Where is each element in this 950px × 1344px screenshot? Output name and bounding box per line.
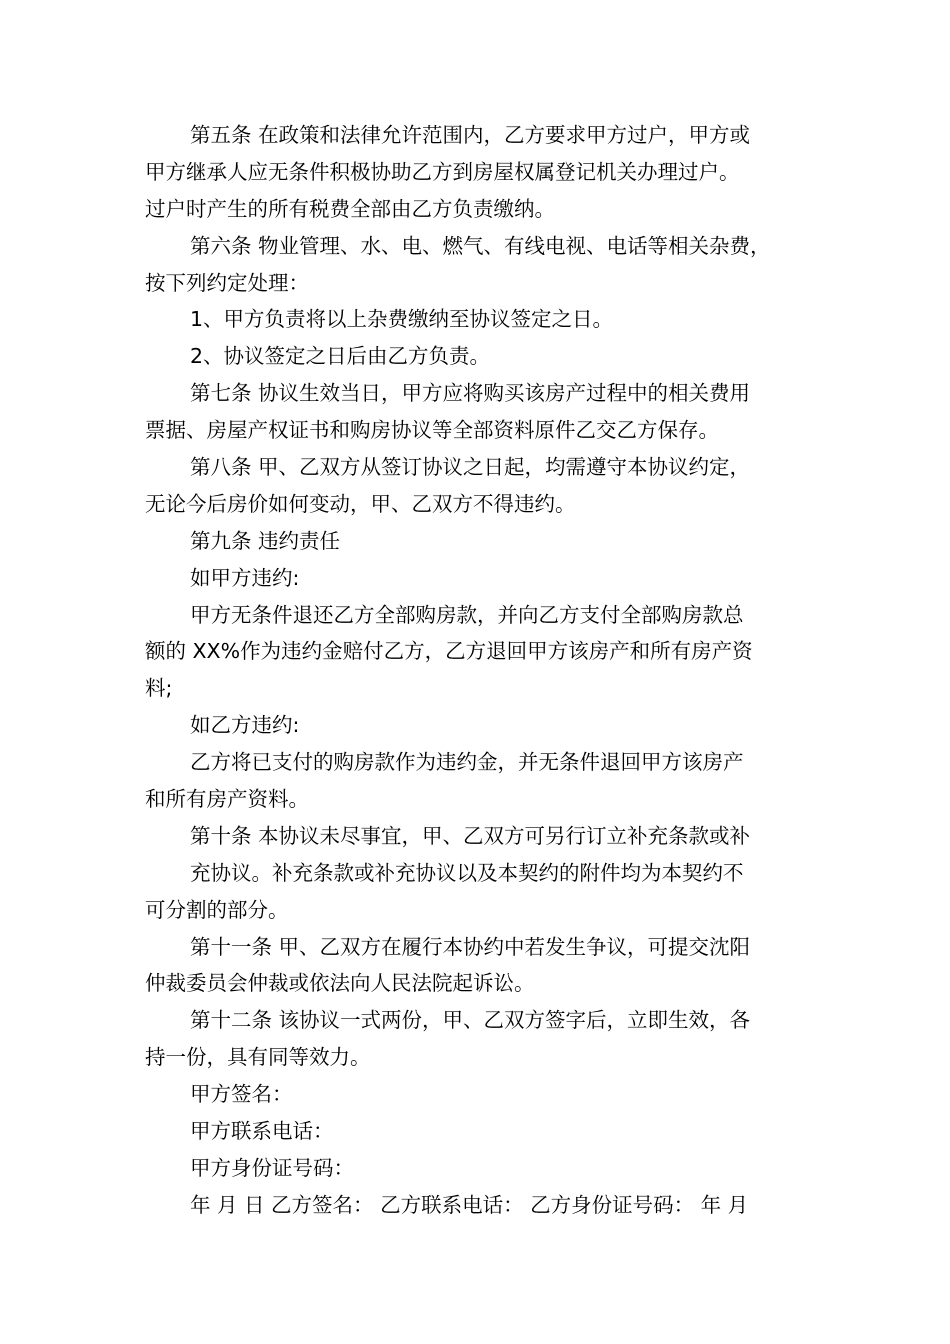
text-line: 第十二条 该协议一式两份，甲、乙双方签字后，立即生效，各 <box>190 1008 751 1033</box>
text-line: 第十条 本协议未尽事宜，甲、乙双方可另行订立补充条款或补 <box>190 823 751 848</box>
text-line: 过户时产生的所有税费全部由乙方负责缴纳。 <box>145 196 555 221</box>
text-line: 票据、房屋产权证书和购房协议等全部资料原件乙交乙方保存。 <box>145 418 719 443</box>
text-line: 仲裁委员会仲裁或依法向人民法院起诉讼。 <box>145 971 535 996</box>
text-line: 额的 XX%作为违约金赔付乙方，乙方退回甲方该房产和所有房产资 <box>145 639 753 664</box>
text-line: 第八条 甲、乙双方从签订协议之日起，均需遵守本协议约定， <box>190 455 751 480</box>
text-line: 料; <box>145 676 173 701</box>
text-line: 年 月 日 乙方签名： 乙方联系电话： 乙方身份证号码： 年 月 <box>190 1192 749 1217</box>
text-line: 甲方继承人应无条件积极协助乙方到房屋权属登记机关办理过户。 <box>145 159 740 184</box>
text-line: 第九条 违约责任 <box>190 528 341 553</box>
text-line: 第六条 物业管理、水、电、燃气、有线电视、电话等相关杂费， <box>190 233 771 258</box>
text-line: 甲方身份证号码： <box>190 1155 354 1180</box>
text-line: 甲方无条件退还乙方全部购房款，并向乙方支付全部购房款总 <box>190 602 744 627</box>
text-line: 持一份，具有同等效力。 <box>145 1045 371 1070</box>
document-body <box>145 117 815 1224</box>
text-line: 充协议。补充条款或补充协议以及本契约的附件均为本契约不 <box>190 860 744 885</box>
text-line: 如甲方违约: <box>190 565 300 590</box>
text-line: 甲方签名： <box>190 1082 293 1107</box>
text-line: 2、协议签定之日后由乙方负责。 <box>190 344 491 369</box>
text-line: 可分割的部分。 <box>145 897 289 922</box>
text-line: 第七条 协议生效当日，甲方应将购买该房产过程中的相关费用 <box>190 381 751 406</box>
text-line: 第五条 在政策和法律允许范围内，乙方要求甲方过户，甲方或 <box>190 123 751 147</box>
text-line: 甲方联系电话： <box>190 1119 334 1144</box>
text-line: 如乙方违约: <box>190 713 300 738</box>
text-line: 和所有房产资料。 <box>145 787 309 812</box>
text-line: 第十一条 甲、乙双方在履行本协约中若发生争议，可提交沈阳 <box>190 934 751 959</box>
text-line: 1、甲方负责将以上杂费缴纳至协议签定之日。 <box>190 307 614 332</box>
text-line: 无论今后房价如何变动，甲、乙双方不得违约。 <box>145 491 576 516</box>
text-line: 乙方将已支付的购房款作为违约金，并无条件退回甲方该房产 <box>190 750 744 775</box>
text-line: 按下列约定处理： <box>145 270 309 295</box>
